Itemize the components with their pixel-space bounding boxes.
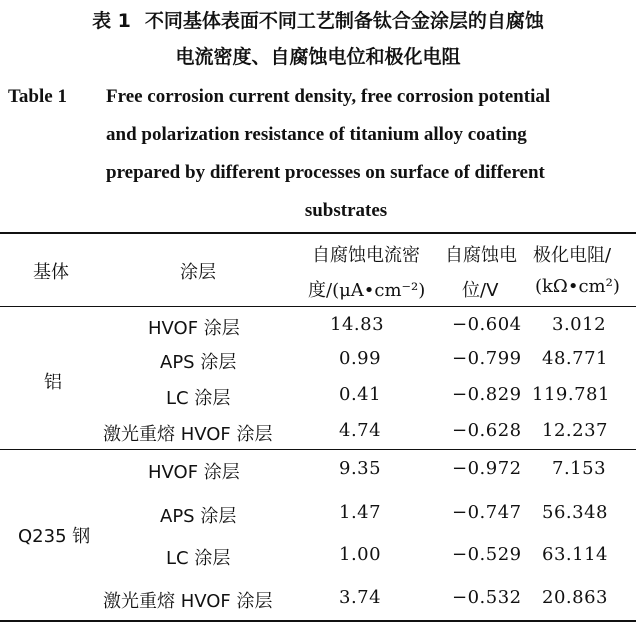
- caption-en-label: Table 1: [8, 86, 67, 107]
- coating-cell: HVOF 涂层: [148, 318, 240, 339]
- coating-cell: HVOF 涂层: [148, 462, 240, 483]
- caption-cn-line1: [0, 6, 636, 33]
- current-cell: 4.74: [339, 420, 382, 441]
- coating-cell: LC 涂层: [166, 388, 231, 409]
- potential-cell: −0.628: [452, 420, 522, 441]
- substrate-label: 铝: [44, 372, 62, 393]
- current-cell: 14.83: [330, 314, 385, 335]
- header-coating: 涂层: [180, 262, 216, 283]
- header-current-line1: 自腐蚀电流密: [312, 245, 420, 266]
- resistance-cell: 48.771: [542, 348, 608, 369]
- coating-cell: 激光重熔 HVOF 涂层: [103, 424, 273, 445]
- caption-en-line: substrates: [304, 200, 388, 221]
- current-cell: 0.99: [339, 348, 382, 369]
- current-cell: 1.47: [339, 502, 382, 523]
- caption-cn-label: 表 1: [92, 10, 131, 32]
- resistance-cell: 63.114: [542, 544, 608, 565]
- table-group-rule: [0, 449, 636, 450]
- resistance-cell: 7.153: [552, 458, 607, 479]
- coating-cell: APS 涂层: [160, 506, 237, 527]
- resistance-cell: 12.237: [542, 420, 608, 441]
- resistance-cell: 56.348: [542, 502, 608, 523]
- header-potential-line2: 位/V: [462, 280, 499, 301]
- header-resistance-line1: 极化电阻/: [533, 245, 612, 266]
- caption-cn-line2: 电流密度、自腐蚀电位和极化电阻: [175, 46, 461, 68]
- header-resistance-line2: (kΩ•cm²): [535, 276, 620, 297]
- resistance-cell: 3.012: [552, 314, 607, 335]
- substrate-label: Q235 钢: [18, 526, 91, 547]
- potential-cell: −0.829: [452, 384, 522, 405]
- coating-cell: LC 涂层: [166, 548, 231, 569]
- potential-cell: −0.604: [452, 314, 522, 335]
- potential-cell: −0.747: [452, 502, 522, 523]
- current-cell: 0.41: [339, 384, 382, 405]
- potential-cell: −0.972: [452, 458, 522, 479]
- resistance-cell: 20.863: [542, 587, 608, 608]
- header-substrate: 基体: [33, 262, 69, 283]
- caption-cn-title: 不同基体表面不同工艺制备钛合金涂层的自腐蚀: [144, 10, 544, 32]
- table-top-rule: [0, 232, 636, 234]
- caption-en-line: Free corrosion current density, free corrosion potential: [106, 86, 551, 107]
- current-cell: 9.35: [339, 458, 382, 479]
- caption-en-line: prepared by different processes on surface of different: [106, 162, 545, 183]
- potential-cell: −0.799: [452, 348, 522, 369]
- coating-cell: 激光重熔 HVOF 涂层: [103, 591, 273, 612]
- potential-cell: −0.532: [452, 587, 522, 608]
- header-current-line2: 度/(μA•cm⁻²): [308, 280, 426, 301]
- caption-en-line: and polarization resistance of titanium alloy coating: [106, 124, 527, 145]
- current-cell: 3.74: [339, 587, 382, 608]
- coating-cell: APS 涂层: [160, 352, 237, 373]
- current-cell: 1.00: [339, 544, 382, 565]
- header-potential-line1: 自腐蚀电: [445, 245, 517, 266]
- table-header-rule: [0, 306, 636, 307]
- potential-cell: −0.529: [452, 544, 522, 565]
- table-bottom-rule: [0, 620, 636, 622]
- resistance-cell: 119.781: [532, 384, 610, 405]
